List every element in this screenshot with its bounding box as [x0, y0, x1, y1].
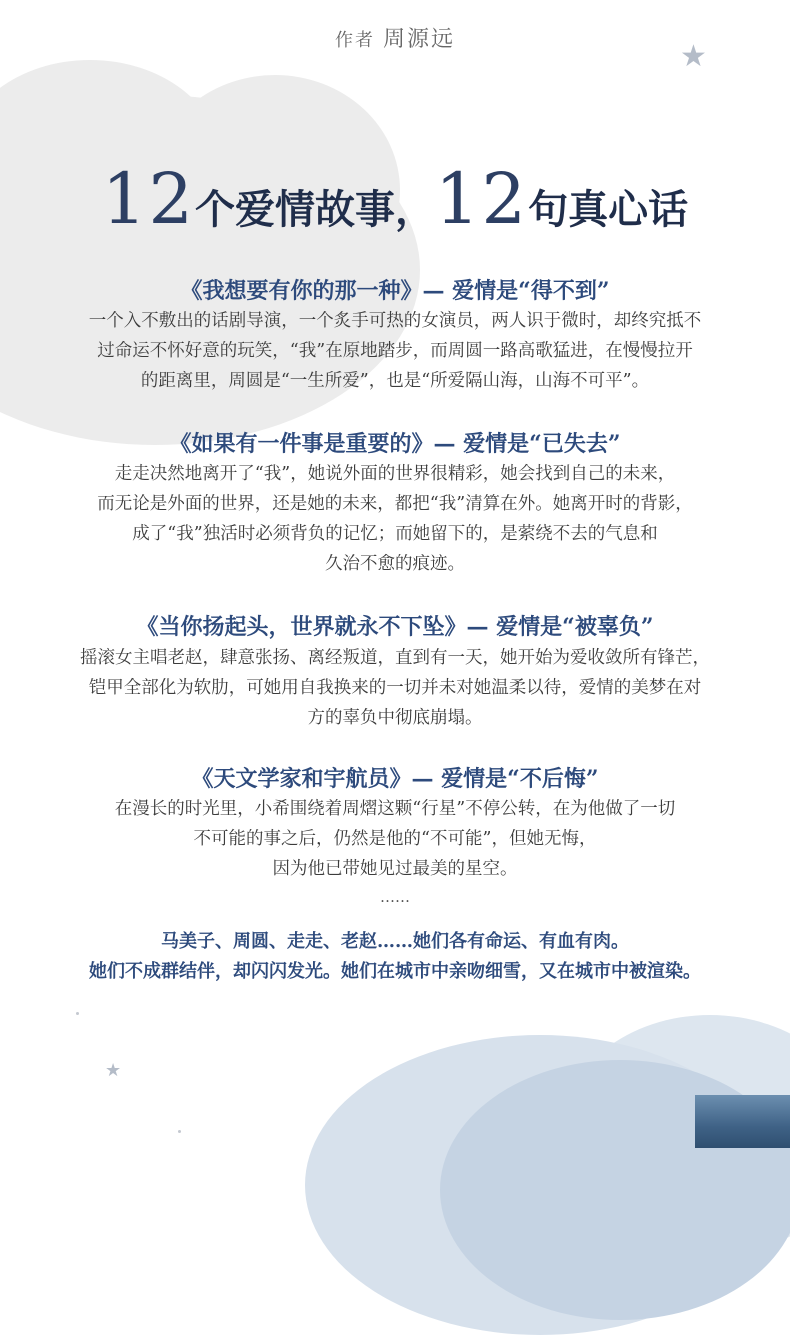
author-label: 作者: [334, 30, 375, 51]
dot-decoration: [76, 1012, 79, 1015]
headline-text: 个爱情故事，: [195, 186, 435, 233]
section-body: [55, 643, 735, 733]
star-icon: ★: [680, 39, 707, 74]
closing-line: 马美子、周圆、走走、老赵……她们各有命运、有血有肉。: [161, 931, 629, 952]
closing-line: 她们不成群结伴，却闪闪发光。她们在城市中亲吻细雪，又在城市中被渲染。: [89, 961, 701, 982]
section-line: 过命运不怀好意的玩笑，“我”在原地踏步，而周圆一路高歌猛进，在慢慢拉开: [97, 341, 693, 361]
dot-decoration: [178, 1130, 181, 1133]
closing-text: [0, 927, 790, 987]
headline-number: 12: [101, 158, 195, 240]
section-title: 《天文学家和宇航员》— 爱情是“不后悔”: [191, 766, 599, 792]
section-line: 不可能的事之后，仍然是他的“不可能”，但她无悔，: [193, 829, 597, 849]
section-title: 《如果有一件事是重要的》— 爱情是“已失去”: [169, 431, 621, 457]
section-line: 久治不愈的痕迹。: [325, 554, 465, 574]
page-title: [0, 158, 790, 240]
section-line: 在漫长的时光里，小希围绕着周熠这颗“行星”不停公转，在为他做了一切: [114, 799, 676, 819]
author-line: [0, 22, 790, 53]
section-line: 摇滚女主唱老赵，肆意张扬、离经叛道，直到有一天，她开始为爱收敛所有锋芒，: [80, 648, 710, 668]
section-line: 而无论是外面的世界，还是她的未来，都把“我”清算在外。她离开时的背影，: [97, 494, 693, 514]
sea-photo-fragment: [695, 1095, 790, 1148]
section-line: 成了“我”独活时必须背负的记忆；而她留下的，是萦绕不去的气息和: [132, 524, 658, 544]
author-name: 周源远: [382, 27, 455, 52]
ellipsis-text: ……: [380, 888, 410, 906]
section-line: 的距离里，周圆是“一生所爱”，也是“所爱隔山海，山海不可平”。: [140, 371, 650, 391]
section-body: [55, 306, 735, 396]
section-line: 铠甲全部化为软肋，可她用自我换来的一切并未对她温柔以待，爱情的美梦在对: [88, 678, 702, 698]
section-body: [55, 794, 735, 884]
section-title: 《当你扬起头，世界就永不下坠》— 爱情是“被辜负”: [136, 614, 654, 640]
section-line: 方的辜负中彻底崩塌。: [307, 708, 483, 728]
star-icon: ★: [105, 1060, 122, 1081]
headline-text: 句真心话: [528, 186, 689, 233]
section-title: 《我想要有你的那一种》— 爱情是“得不到”: [180, 278, 610, 304]
section-line: 因为他已带她见过最美的星空。: [272, 859, 518, 879]
section-line: 一个入不敷出的话剧导演，一个炙手可热的女演员，两人识于微时，却终究抵不: [88, 311, 702, 331]
section-body: [55, 459, 735, 579]
headline-number: 12: [435, 158, 529, 240]
section-line: 走走决然地离开了“我”，她说外面的世界很精彩，她会找到自己的未来，: [114, 464, 676, 484]
